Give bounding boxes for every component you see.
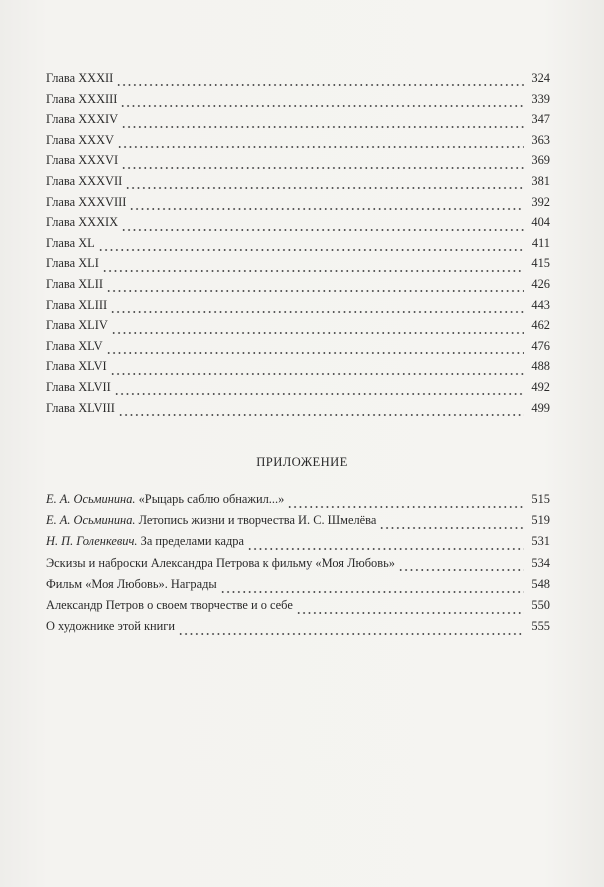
toc-entry xyxy=(46,377,550,398)
entry-author: Н. П. Голенкевич. xyxy=(46,534,138,549)
appendix-entry-title xyxy=(46,510,379,531)
toc-entry-title: Глава XLI xyxy=(46,256,99,271)
toc-entry-title: Глава XXXII xyxy=(46,71,114,85)
toc-entry-title: Глава XLIV xyxy=(46,318,108,333)
dot-leader xyxy=(125,178,524,190)
dot-leader xyxy=(114,384,524,396)
toc-entry xyxy=(46,315,550,336)
dot-leader xyxy=(102,260,524,272)
toc-entry xyxy=(46,192,550,213)
appendix-entry-page: 548 xyxy=(531,576,550,591)
toc-entry-page: 369 xyxy=(531,153,550,168)
entry-author: Е. А. Осьминина. xyxy=(46,513,136,528)
toc-entry-title: Глава XXXV xyxy=(46,132,114,147)
toc-entry xyxy=(46,233,550,254)
chapter-list xyxy=(46,68,550,418)
appendix-entry xyxy=(46,531,550,552)
dot-leader xyxy=(220,581,524,593)
appendix-entry-page: 531 xyxy=(531,534,550,549)
entry-work-title: За пределами кадра xyxy=(140,534,244,549)
toc-entry-page: 499 xyxy=(531,400,550,415)
dot-leader xyxy=(121,157,524,169)
appendix-entry-title: Александр Петров о своем творчестве и о себе xyxy=(46,597,293,612)
toc-entry xyxy=(46,398,550,419)
toc-entry-page: 347 xyxy=(531,112,550,127)
dot-leader xyxy=(106,343,524,355)
appendix-entry-title xyxy=(46,489,287,510)
toc-entry xyxy=(46,253,550,274)
dot-leader xyxy=(287,496,524,508)
dot-leader xyxy=(111,322,524,334)
appendix-entry-title: Эскизы и наброски Александра Петрова к фильму «Моя Любовь» xyxy=(46,555,395,570)
toc-entry-title: Глава XLIII xyxy=(46,297,108,312)
toc-entry-page: 392 xyxy=(531,194,550,209)
toc-entry-title: Глава XXXIX xyxy=(46,215,119,230)
toc-entry-title: Глава XLVI xyxy=(46,359,107,374)
appendix-entry-page: 534 xyxy=(531,555,550,570)
toc-entry-page: 339 xyxy=(531,91,550,106)
appendix-entry xyxy=(46,616,550,637)
appendix-entry-title xyxy=(46,531,247,552)
dot-leader xyxy=(296,602,524,614)
toc-entry-title: Глава XLII xyxy=(46,276,103,291)
dot-leader xyxy=(121,219,524,231)
dot-leader xyxy=(178,624,524,636)
toc-entry-title: Глава XLVII xyxy=(46,379,111,394)
toc-entry xyxy=(46,109,550,130)
toc-entry xyxy=(46,171,550,192)
toc-entry-page: 476 xyxy=(531,338,550,353)
toc-entry-page: 381 xyxy=(531,173,550,188)
appendix-entry xyxy=(46,510,550,531)
dot-leader xyxy=(247,539,524,551)
appendix-entry-page: 519 xyxy=(531,513,550,528)
toc-entry-title: Глава XXXVII xyxy=(46,173,123,188)
toc-entry-title: Глава XXXIV xyxy=(46,112,119,127)
appendix-entry xyxy=(46,553,550,574)
entry-work-title: Летопись жизни и творчества И. С. Шмелёва xyxy=(138,513,377,528)
appendix-heading: ПРИЛОЖЕНИЕ xyxy=(256,455,348,469)
appendix-entry xyxy=(46,574,550,595)
toc-entry-title: Глава XXXVI xyxy=(46,153,119,168)
toc-entry-page: 415 xyxy=(531,256,550,271)
dot-leader xyxy=(106,281,524,293)
appendix-list xyxy=(46,489,550,637)
toc-entry xyxy=(46,89,550,110)
dot-leader xyxy=(120,96,524,108)
toc-entry-title: Глава XXXIII xyxy=(46,91,118,106)
dot-leader xyxy=(398,560,524,572)
dot-leader xyxy=(121,116,524,128)
toc-entry-page: 411 xyxy=(531,235,550,250)
toc-entry xyxy=(46,212,550,233)
toc-entry-page: 363 xyxy=(531,132,550,147)
toc-entry xyxy=(46,336,550,357)
entry-work-title: «Рыцарь саблю обнажил...» xyxy=(138,492,285,506)
appendix-entry-title: Фильм «Моя Любовь». Награды xyxy=(46,576,217,591)
entry-author: Е. А. Осьминина. xyxy=(46,492,136,506)
toc-entry-title: Глава XLV xyxy=(46,338,103,353)
toc-entry-page: 426 xyxy=(531,276,550,291)
dot-leader xyxy=(118,405,524,417)
toc-entry-page: 492 xyxy=(531,379,550,394)
dot-leader xyxy=(379,518,524,530)
toc-entry-page: 324 xyxy=(531,71,550,85)
toc-entry xyxy=(46,130,550,151)
toc-entry-title: Глава XL xyxy=(46,235,95,250)
appendix-entry-title: О художнике этой книги xyxy=(46,619,175,634)
appendix-entry xyxy=(46,489,550,510)
toc-entry xyxy=(46,150,550,171)
appendix-entry xyxy=(46,595,550,616)
appendix-entry-page: 515 xyxy=(531,492,550,506)
toc-entry-page: 443 xyxy=(531,297,550,312)
toc-entry xyxy=(46,295,550,316)
dot-leader xyxy=(116,75,524,87)
dot-leader xyxy=(110,302,524,314)
toc-entry-title: Глава XXXVIII xyxy=(46,194,127,209)
dot-leader xyxy=(110,363,524,375)
appendix-entry-page: 555 xyxy=(531,619,550,634)
toc-entry-page: 462 xyxy=(531,318,550,333)
appendix-entry-page: 550 xyxy=(531,597,550,612)
toc-entry xyxy=(46,68,550,89)
toc-entry-title: Глава XLVIII xyxy=(46,400,115,415)
toc-entry xyxy=(46,356,550,377)
dot-leader xyxy=(98,240,524,252)
toc-entry-page: 488 xyxy=(531,359,550,374)
toc-entry-page: 404 xyxy=(531,215,550,230)
dot-leader xyxy=(129,199,524,211)
toc-entry xyxy=(46,274,550,295)
dot-leader xyxy=(117,137,524,149)
